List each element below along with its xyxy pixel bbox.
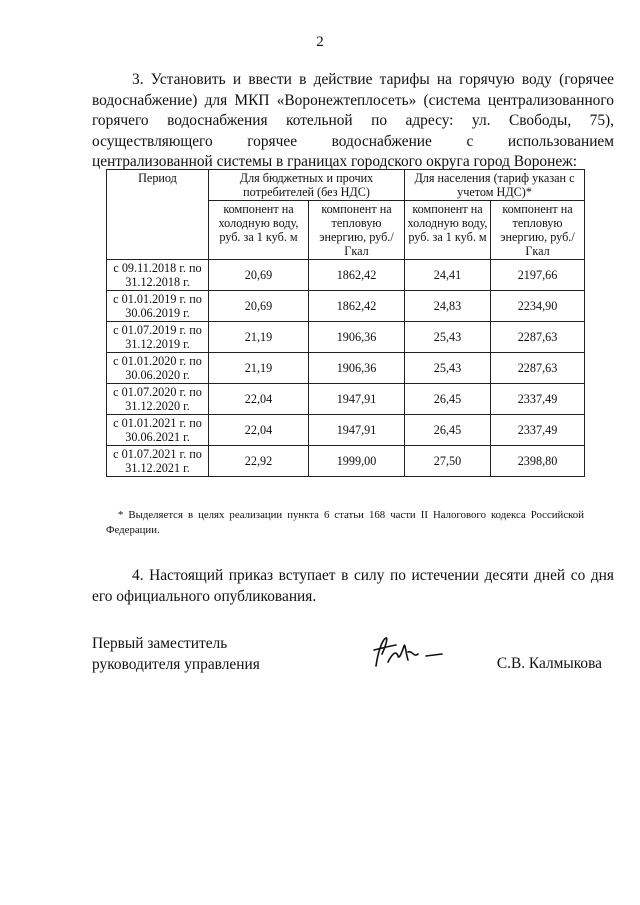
signatory-role: [92, 634, 260, 675]
budget-heat-cell: 1906,36: [309, 322, 405, 353]
budget-cold-cell: 22,92: [209, 446, 309, 477]
population-cold-cell: 26,45: [405, 384, 491, 415]
budget-heat-cell: 1906,36: [309, 353, 405, 384]
population-heat-cell: 2197,66: [491, 260, 585, 291]
population-heat-cell: 2337,49: [491, 384, 585, 415]
population-cold-cell: 24,83: [405, 291, 491, 322]
budget-cold-cell: 20,69: [209, 291, 309, 322]
budget-cold-cell: 21,19: [209, 322, 309, 353]
budget-heat-cell: 1947,91: [309, 415, 405, 446]
population-heat-cell: 2234,90: [491, 291, 585, 322]
population-cold-cell: 25,43: [405, 353, 491, 384]
period-cell: с 01.07.2019 г. по 31.12.2019 г.: [107, 322, 209, 353]
budget-cold-cell: 21,19: [209, 353, 309, 384]
table-row: [107, 260, 585, 291]
population-heat-cell: 2287,63: [491, 353, 585, 384]
signatory-role-line-2: руководителя управления: [92, 655, 260, 673]
paragraph-3: 3. Установить и ввести в действие тарифы на горячую воду (горячее водоснабжение) для МКП «Воронежтеплосеть» (система централизованного горячего водоснабжения котельной по адресу: ул. Свободы, 75), осуществляющего горячее водоснабжение с использованием централизованной системы в границах городского округа город Воронеж:: [92, 71, 614, 170]
table-row: [107, 446, 585, 477]
header-budget: Для бюджетных и прочих потребителей (без НДС): [209, 170, 405, 201]
budget-heat-cell: 1862,42: [309, 291, 405, 322]
header-population-cold: компонент на холодную воду, руб. за 1 куб. м: [405, 201, 491, 260]
header-budget-cold: компонент на холодную воду, руб. за 1 куб. м: [209, 201, 309, 260]
table-row: [107, 322, 585, 353]
page-number: 2: [316, 34, 324, 50]
period-cell: с 01.07.2021 г. по 31.12.2021 г.: [107, 446, 209, 477]
signatory-role-line-1: Первый заместитель: [92, 635, 228, 652]
population-cold-cell: 24,41: [405, 260, 491, 291]
budget-cold-cell: 20,69: [209, 260, 309, 291]
budget-cold-cell: 22,04: [209, 384, 309, 415]
budget-heat-cell: 1862,42: [309, 260, 405, 291]
population-cold-cell: 25,43: [405, 322, 491, 353]
population-cold-cell: 27,50: [405, 446, 491, 477]
population-heat-cell: 2287,63: [491, 322, 585, 353]
header-period: Период: [107, 170, 209, 260]
handwritten-signature: [368, 632, 448, 672]
header-budget-heat: компонент на тепловую энергию, руб./Гкал: [309, 201, 405, 260]
period-cell: с 01.07.2020 г. по 31.12.2020 г.: [107, 384, 209, 415]
tariff-table: [106, 169, 585, 477]
period-cell: с 09.11.2018 г. по 31.12.2018 г.: [107, 260, 209, 291]
population-heat-cell: 2398,80: [491, 446, 585, 477]
table-row: [107, 291, 585, 322]
budget-heat-cell: 1999,00: [309, 446, 405, 477]
budget-cold-cell: 22,04: [209, 415, 309, 446]
population-heat-cell: 2337,49: [491, 415, 585, 446]
footnote: * Выделяется в целях реализации пункта 6 статьи 168 части II Налогового кодекса Российской Федерации.: [106, 509, 584, 536]
header-population-heat: компонент на тепловую энергию, руб./Гкал: [491, 201, 585, 260]
signatory-name: С.В. Калмыкова: [496, 655, 602, 672]
budget-heat-cell: 1947,91: [309, 384, 405, 415]
population-cold-cell: 26,45: [405, 415, 491, 446]
paragraph-4: 4. Настоящий приказ вступает в силу по истечении десяти дней со дня его официального опубликования.: [92, 567, 614, 605]
table-row: [107, 415, 585, 446]
period-cell: с 01.01.2019 г. по 30.06.2019 г.: [107, 291, 209, 322]
table-row: [107, 384, 585, 415]
header-population: Для населения (тариф указан с учетом НДС)*: [405, 170, 585, 201]
period-cell: с 01.01.2021 г. по 30.06.2021 г.: [107, 415, 209, 446]
table-header-row: [107, 170, 585, 201]
period-cell: с 01.01.2020 г. по 30.06.2020 г.: [107, 353, 209, 384]
table-row: [107, 353, 585, 384]
